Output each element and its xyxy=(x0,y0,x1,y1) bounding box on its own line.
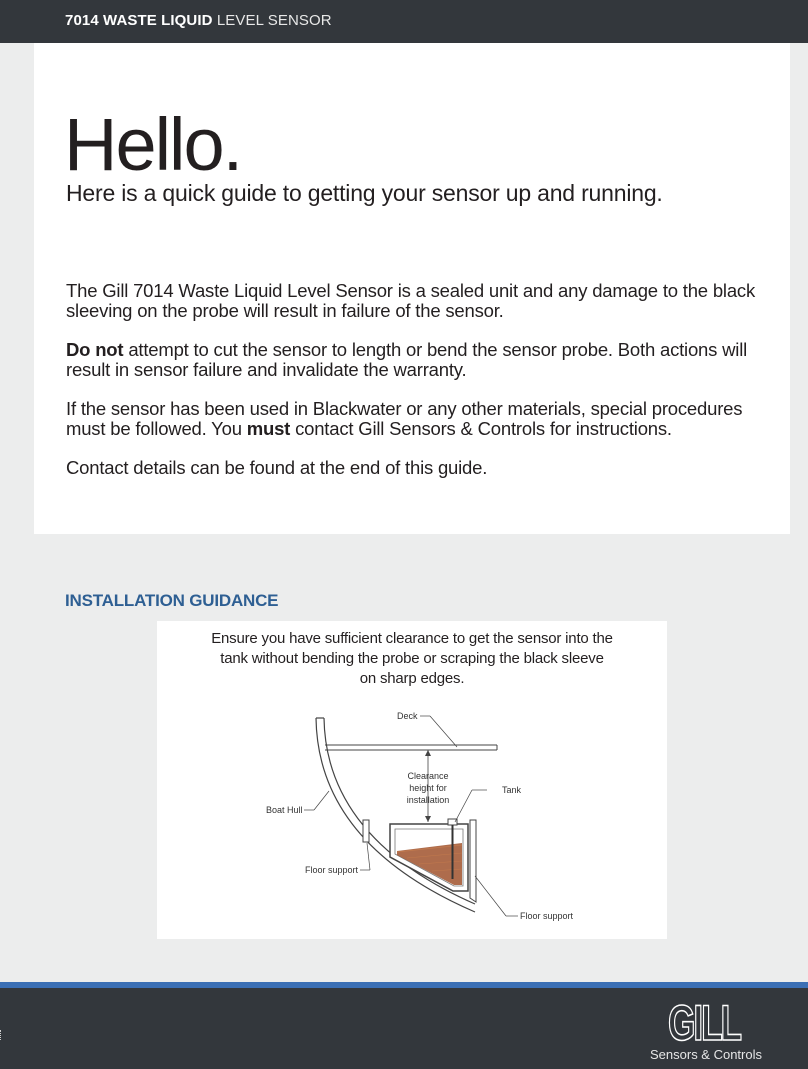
paragraph-contact-details: Contact details can be found at the end of this guide. xyxy=(66,457,488,478)
label-clearance-1: Clearance xyxy=(407,771,449,781)
label-boat-hull: Boat Hull xyxy=(266,805,303,815)
gill-logo xyxy=(667,995,742,1051)
label-clearance-3: installation xyxy=(406,795,450,805)
must-emphasis: must xyxy=(246,418,291,439)
caption-line-2: tank without bending the probe or scraping the black sleeve xyxy=(220,650,604,667)
caption-line-3: on sharp edges. xyxy=(359,670,465,687)
guide-subtitle: Here is a quick guide to getting your sensor up and running. xyxy=(66,180,663,206)
installation-heading: INSTALLATION GUIDANCE xyxy=(65,591,279,610)
label-floor-support-left: Floor support xyxy=(305,865,359,875)
document-title-light: LEVEL SENSOR xyxy=(216,12,332,29)
paragraph-blackwater xyxy=(66,399,766,439)
greeting-heading: Hello. xyxy=(64,103,242,186)
installation-diagram xyxy=(157,621,667,939)
label-clearance-2: height for xyxy=(409,783,447,793)
do-not-text: attempt to cut the sensor to length or bend the sensor probe. Both actions will result in sensor failure and invalidate the warranty. xyxy=(66,339,748,380)
blackwater-text-end: contact Gill Sensors & Controls for instructions. xyxy=(290,418,672,439)
page-edge-marker xyxy=(0,1030,3,1040)
logo-tagline: Sensors & Controls xyxy=(650,1047,762,1062)
label-floor-support-right: Floor support xyxy=(520,911,574,921)
label-tank: Tank xyxy=(502,785,522,795)
caption-line-1: Ensure you have sufficient clearance to get the sensor into the xyxy=(211,630,613,647)
paragraph-do-not-cut xyxy=(66,340,766,380)
installation-figure xyxy=(157,621,667,939)
gill-logo-wordmark: GILL xyxy=(668,995,742,1051)
do-not-emphasis: Do not xyxy=(66,339,124,360)
header-bar xyxy=(0,0,808,43)
floor-support-right xyxy=(470,820,476,902)
document-title xyxy=(65,12,332,29)
label-deck: Deck xyxy=(397,711,418,721)
sensor-head xyxy=(448,819,457,825)
paragraph-sealed-unit: The Gill 7014 Waste Liquid Level Sensor is a sealed unit and any damage to the black sleeving on the probe will result in failure of the sensor. xyxy=(66,280,756,321)
document-title-bold: 7014 WASTE LIQUID xyxy=(65,12,213,29)
floor-support-left xyxy=(363,820,369,842)
blackwater-text-start: If the sensor has been used in Blackwater or any other materials, special procedures must be followed. You xyxy=(66,398,743,439)
